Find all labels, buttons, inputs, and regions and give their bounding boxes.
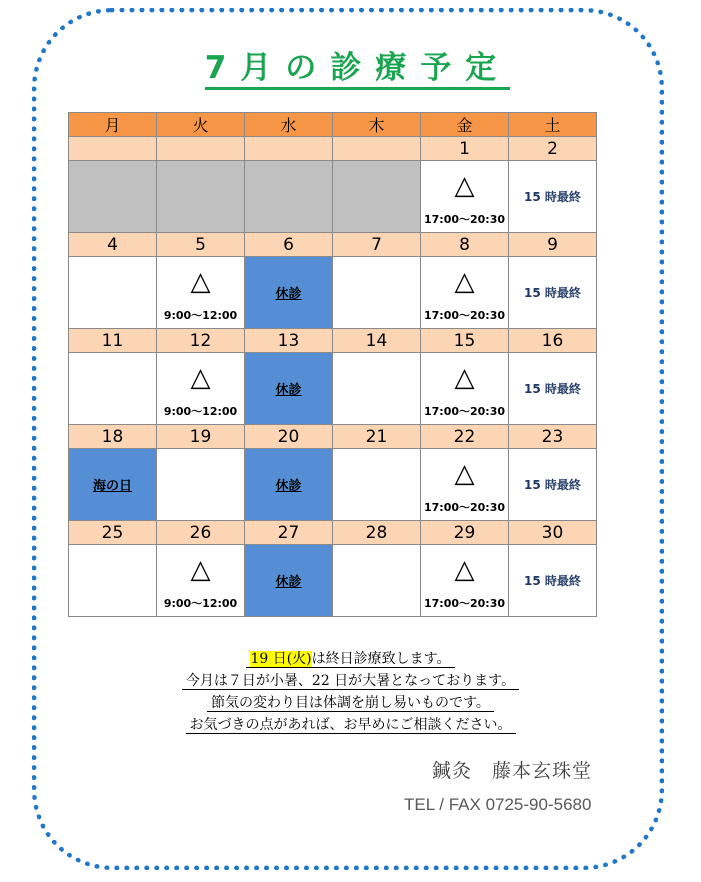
hours-text: 17:00～20:30 — [423, 597, 506, 610]
hours-text: 9:00～12:00 — [163, 309, 238, 322]
page-title: 7月の診療予定 — [0, 42, 701, 87]
saturday-cell — [509, 545, 597, 617]
last-15-text: 15 時最終 — [524, 190, 581, 204]
date-cell: 18 — [69, 425, 157, 449]
date-cell: 7 — [333, 233, 421, 257]
weekday-header-row — [69, 113, 597, 137]
weekday-mon: 月 — [69, 113, 157, 137]
saturday-cell — [509, 161, 597, 233]
closed-cell — [245, 257, 333, 329]
triangle-icon: △ — [190, 555, 211, 585]
weekday-sat: 土 — [509, 113, 597, 137]
saturday-cell — [509, 257, 597, 329]
weekday-fri: 金 — [421, 113, 509, 137]
date-cell: 22 — [421, 425, 509, 449]
calendar-table — [68, 112, 597, 617]
date-row — [69, 233, 597, 257]
closed-text: 休診 — [275, 287, 302, 302]
date-cell: 14 — [333, 329, 421, 353]
schedule-row — [69, 257, 597, 329]
schedule-row — [69, 449, 597, 521]
triangle-icon: △ — [454, 459, 475, 489]
weekday-tue: 火 — [157, 113, 245, 137]
date-row — [69, 329, 597, 353]
closed-cell — [245, 545, 333, 617]
date-cell — [157, 137, 245, 161]
date-cell: 12 — [157, 329, 245, 353]
clinic-name: 鍼灸 藤本玄珠堂 — [432, 760, 593, 782]
note-line-3: 節気の変わり目は体調を崩し易いものです。 — [0, 692, 701, 714]
schedule-row — [69, 161, 597, 233]
date-cell: 28 — [333, 521, 421, 545]
date-cell: 15 — [421, 329, 509, 353]
hours-text: 17:00～20:30 — [423, 405, 506, 418]
schedule-row — [69, 545, 597, 617]
holiday-cell — [69, 449, 157, 521]
regular-day-cell — [157, 449, 245, 521]
note-line-1-text: は終日診療致します。 — [311, 651, 451, 667]
date-cell: 5 — [157, 233, 245, 257]
triangle-icon: △ — [190, 267, 211, 297]
empty-cell — [157, 161, 245, 233]
hours-text: 17:00～20:30 — [423, 309, 506, 322]
weekday-thu: 木 — [333, 113, 421, 137]
date-cell: 4 — [69, 233, 157, 257]
date-cell: 20 — [245, 425, 333, 449]
closed-cell — [245, 353, 333, 425]
regular-day-cell — [333, 353, 421, 425]
closed-text: 休診 — [275, 383, 302, 398]
date-cell: 1 — [421, 137, 509, 161]
partial-day-cell — [421, 545, 509, 617]
saturday-cell — [509, 353, 597, 425]
schedule-row — [69, 353, 597, 425]
date-cell: 16 — [509, 329, 597, 353]
partial-day-cell — [421, 161, 509, 233]
date-cell: 8 — [421, 233, 509, 257]
closed-text: 休診 — [275, 575, 302, 590]
regular-day-cell — [333, 545, 421, 617]
regular-day-cell — [333, 257, 421, 329]
saturday-cell — [509, 449, 597, 521]
date-row — [69, 137, 597, 161]
date-row — [69, 425, 597, 449]
date-cell: 27 — [245, 521, 333, 545]
date-cell: 29 — [421, 521, 509, 545]
regular-day-cell — [69, 545, 157, 617]
empty-cell — [69, 161, 157, 233]
date-cell: 9 — [509, 233, 597, 257]
hours-text: 9:00～12:00 — [163, 597, 238, 610]
date-cell: 13 — [245, 329, 333, 353]
date-cell: 26 — [157, 521, 245, 545]
holiday-text: 海の日 — [92, 479, 132, 494]
hours-text: 17:00～20:30 — [423, 501, 506, 514]
date-cell: 21 — [333, 425, 421, 449]
date-cell: 30 — [509, 521, 597, 545]
tel-fax: TEL / FAX 0725-90-5680 — [404, 795, 592, 814]
partial-day-cell — [421, 353, 509, 425]
triangle-icon: △ — [454, 363, 475, 393]
regular-day-cell — [69, 353, 157, 425]
triangle-icon: △ — [190, 363, 211, 393]
date-cell — [69, 137, 157, 161]
last-15-text: 15 時最終 — [524, 574, 581, 588]
partial-day-cell — [157, 257, 245, 329]
date-cell — [333, 137, 421, 161]
date-cell: 19 — [157, 425, 245, 449]
triangle-icon: △ — [454, 555, 475, 585]
regular-day-cell — [333, 449, 421, 521]
last-15-text: 15 時最終 — [524, 286, 581, 300]
notes-block — [0, 648, 701, 736]
empty-cell — [245, 161, 333, 233]
note-line-4: お気づきの点があれば、お早めにご相談ください。 — [0, 714, 701, 736]
hours-text: 17:00～20:30 — [423, 213, 506, 226]
date-cell: 11 — [69, 329, 157, 353]
partial-day-cell — [157, 353, 245, 425]
triangle-icon: △ — [454, 267, 475, 297]
note-line-2: 今月は７日が小暑、22 日が大暑となっております。 — [0, 670, 701, 692]
date-cell — [245, 137, 333, 161]
last-15-text: 15 時最終 — [524, 478, 581, 492]
regular-day-cell — [69, 257, 157, 329]
hours-text: 9:00～12:00 — [163, 405, 238, 418]
date-cell: 6 — [245, 233, 333, 257]
date-cell: 23 — [509, 425, 597, 449]
closed-cell — [245, 449, 333, 521]
highlighted-date: 19 日(火) — [250, 651, 312, 667]
weekday-wed: 水 — [245, 113, 333, 137]
partial-day-cell — [421, 257, 509, 329]
date-cell: 2 — [509, 137, 597, 161]
date-row — [69, 521, 597, 545]
date-cell: 25 — [69, 521, 157, 545]
last-15-text: 15 時最終 — [524, 382, 581, 396]
note-line-1 — [0, 648, 701, 670]
empty-cell — [333, 161, 421, 233]
closed-text: 休診 — [275, 479, 302, 494]
triangle-icon: △ — [454, 171, 475, 201]
partial-day-cell — [421, 449, 509, 521]
partial-day-cell — [157, 545, 245, 617]
